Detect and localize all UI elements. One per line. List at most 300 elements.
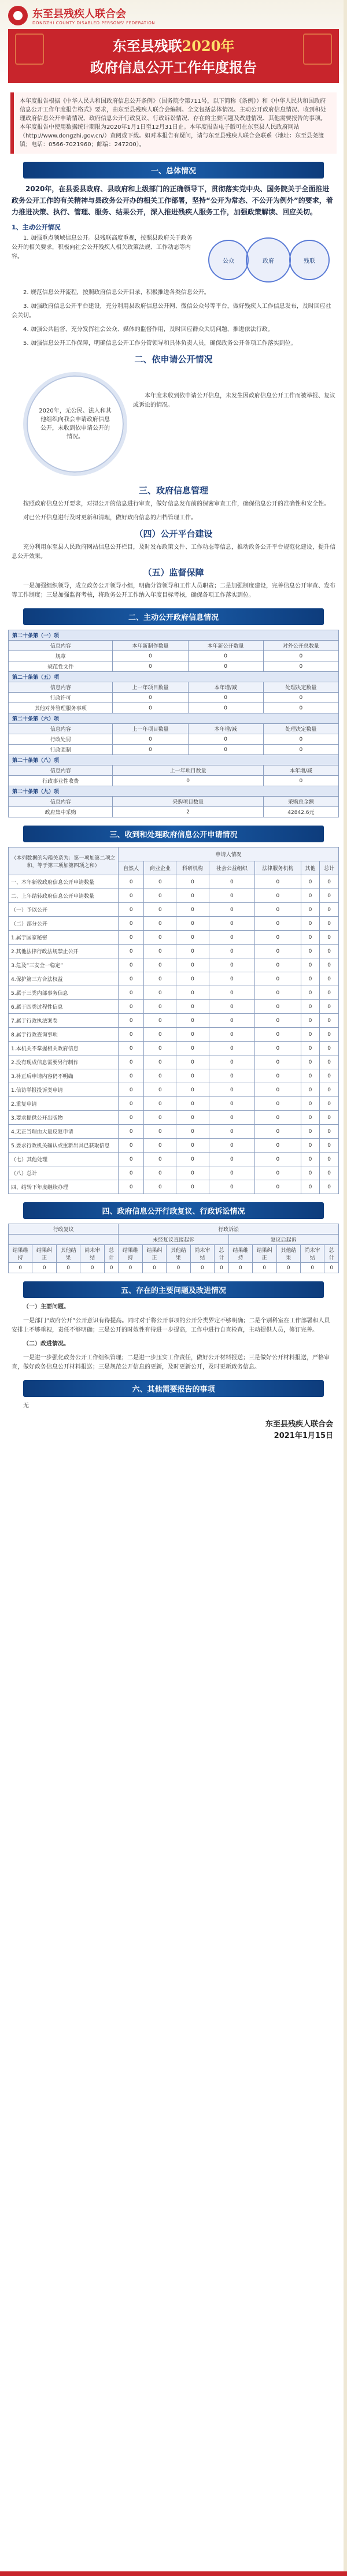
table-header-row bbox=[9, 682, 339, 693]
row-label: 4.无正当理由大量反复申请 bbox=[9, 1125, 119, 1139]
table-cell: 0 bbox=[276, 1263, 300, 1273]
table-cell: 0 bbox=[119, 1166, 144, 1180]
table-header-cell: 行政复议 bbox=[9, 1224, 119, 1235]
table-cell: 0 bbox=[119, 1153, 144, 1166]
table-cell: 0 bbox=[176, 1083, 209, 1097]
table-cell: 0 bbox=[176, 1180, 209, 1194]
footer-bar bbox=[0, 2571, 347, 2576]
table-cell: 0 bbox=[320, 889, 339, 903]
table-cell: 0 bbox=[209, 958, 255, 972]
table-cell: 0 bbox=[320, 875, 339, 889]
table-cell: 0 bbox=[119, 986, 144, 1000]
hero-title-line2: 政府信息公开工作年度报告 bbox=[90, 59, 257, 76]
table-header-row bbox=[9, 1235, 339, 1245]
table-cell: 0 bbox=[209, 1014, 255, 1028]
table-cell: 行政事业性收费 bbox=[9, 776, 113, 786]
table-cell: 0 bbox=[209, 889, 255, 903]
table-row bbox=[9, 1263, 339, 1273]
table-row bbox=[9, 1000, 339, 1014]
table-cell: 0 bbox=[144, 1180, 176, 1194]
table-cell: 0 bbox=[113, 661, 188, 672]
table-cell: 0 bbox=[320, 958, 339, 972]
table-cell: 其他对外管理服务事项 bbox=[9, 703, 113, 713]
table-cell: 0 bbox=[255, 931, 301, 945]
table-cell: 0 bbox=[167, 1263, 190, 1273]
table-row bbox=[9, 776, 339, 786]
table-header-cell: 上一年项目数量 bbox=[113, 724, 188, 734]
table-row bbox=[9, 972, 339, 986]
table-row bbox=[9, 1166, 339, 1180]
table-cell: 0 bbox=[255, 1055, 301, 1069]
table-row bbox=[9, 1083, 339, 1097]
hero-banner bbox=[8, 29, 339, 83]
table-cell: 0 bbox=[255, 1028, 301, 1042]
table-header-cell: 结果纠正 bbox=[142, 1245, 166, 1263]
table-cell: 0 bbox=[255, 1083, 301, 1097]
overview-p5: 5. 加强信息公开工作保障，明确信息公开工作分管领导和具体负责人员，确保政务公开各项工作落实到位。 bbox=[23, 340, 297, 347]
table-row bbox=[9, 651, 339, 661]
table-cell: 0 bbox=[119, 889, 144, 903]
table-cell: 0 bbox=[188, 693, 263, 703]
table-cell: 0 bbox=[263, 776, 338, 786]
table-cell: 0 bbox=[176, 958, 209, 972]
row-label: （七）其他处理 bbox=[9, 1153, 119, 1166]
table-cell: 0 bbox=[228, 1263, 252, 1273]
table-cell: 0 bbox=[320, 1055, 339, 1069]
application-row bbox=[12, 369, 335, 479]
table-cell: 0 bbox=[320, 1042, 339, 1055]
table-cell: 2 bbox=[113, 807, 263, 817]
table-cell: 0 bbox=[209, 931, 255, 945]
table-cell: 0 bbox=[144, 1000, 176, 1014]
table-header-cell: 申请人情况 bbox=[119, 847, 339, 861]
row-label: 1.本机关不掌握相关政府信息 bbox=[9, 1042, 119, 1055]
table-cell: 0 bbox=[176, 1166, 209, 1180]
table-cell: 0 bbox=[119, 1000, 144, 1014]
application-heading: 二、依申请公开情况 bbox=[134, 354, 213, 365]
table-cell: 0 bbox=[301, 1125, 320, 1139]
row-label: 一、本年新收政府信息公开申请数量 bbox=[9, 875, 119, 889]
table-cell: 0 bbox=[144, 1097, 176, 1111]
table-header-row bbox=[9, 797, 339, 807]
table-header-row bbox=[9, 641, 339, 651]
row-label: 3.危及“三安全一稳定” bbox=[9, 958, 119, 972]
table-header-cell: 尚未审结 bbox=[300, 1245, 324, 1263]
table-header-cell: 总计 bbox=[215, 1245, 228, 1263]
active-table-1 bbox=[8, 630, 339, 817]
table-cell: 0 bbox=[176, 945, 209, 958]
table-cell: 0 bbox=[255, 1166, 301, 1180]
table-cell: 行政强制 bbox=[9, 745, 113, 755]
table-cell: 0 bbox=[301, 1014, 320, 1028]
table-header-cell: 信息内容 bbox=[9, 765, 113, 776]
table-row bbox=[9, 945, 339, 958]
table-cell: 0 bbox=[119, 1097, 144, 1111]
table-row bbox=[9, 917, 339, 931]
brand-name: 东至县残疾人联合会 bbox=[32, 8, 126, 20]
hero-year: 2020年 bbox=[182, 38, 235, 54]
brand bbox=[8, 6, 339, 25]
table-cell: 0 bbox=[144, 1153, 176, 1166]
row-label: 2.其他法律行政法规禁止公开 bbox=[9, 945, 119, 958]
table-cell: 0 bbox=[255, 1069, 301, 1083]
row-label: 1.属于国家秘密 bbox=[9, 931, 119, 945]
table-cell: 0 bbox=[209, 1097, 255, 1111]
table-cell: 0 bbox=[320, 986, 339, 1000]
table-cell: 0 bbox=[119, 1083, 144, 1097]
table-header-row bbox=[9, 765, 339, 776]
table-cell: 0 bbox=[176, 903, 209, 917]
problems-text-2: 一是进一步强化政务公开工作组织管理；二是进一步压实工作责任，做好公开材料报送；三是做好公开材料报送，严格审查，做好政务信息公开材料报送；三是规范公开信息的更新，及时更新公开，及时更新政务信息。 bbox=[12, 1355, 330, 1370]
section-review-title: 四、政府信息公开行政复议、行政诉讼情况 bbox=[23, 1202, 324, 1219]
table-cell: 0 bbox=[209, 1055, 255, 1069]
venn-circle-federation: 残联 bbox=[289, 240, 330, 280]
table-header-cell: 处理决定数量 bbox=[263, 724, 338, 734]
row-label: 3.要求提供公开出版物 bbox=[9, 1111, 119, 1125]
table-caption: 第二十条第（六）项 bbox=[9, 713, 339, 724]
row-label: 2.重复申请 bbox=[9, 1097, 119, 1111]
table-header-row bbox=[9, 1245, 339, 1263]
table-row bbox=[9, 1069, 339, 1083]
section-application-title: 三、收到和处理政府信息公开申请情况 bbox=[23, 826, 324, 842]
table-cell: 0 bbox=[255, 1125, 301, 1139]
table-cell: 0 bbox=[144, 1028, 176, 1042]
table-header-cell: 其他 bbox=[301, 861, 320, 875]
table-header-cell: 本年新公开数量 bbox=[188, 641, 263, 651]
brand-english-name: DONGZHI COUNTY DISABLED PERSONS' FEDERATION bbox=[32, 21, 156, 25]
table-cell: 行政处罚 bbox=[9, 734, 113, 745]
table-header-cell: 其他结果 bbox=[56, 1245, 80, 1263]
table-cell: 0 bbox=[301, 1028, 320, 1042]
table-cell: 0 bbox=[320, 1083, 339, 1097]
table-cell: 0 bbox=[176, 889, 209, 903]
platform-text: 充分利用东至县人民政府网站信息公开栏目，及时发布政策文件、工作动态等信息，推动政务公开平台规范化建设，提升信息公开效果。 bbox=[12, 544, 335, 560]
table-header-cell: 信息内容 bbox=[9, 641, 113, 651]
review-table bbox=[8, 1224, 339, 1273]
table-row bbox=[9, 1139, 339, 1153]
table-cell: 0 bbox=[188, 703, 263, 713]
table-cell: 0 bbox=[104, 1263, 118, 1273]
table-header-cell: 对外公开总数量 bbox=[263, 641, 338, 651]
row-label: 4.保护第三方合法权益 bbox=[9, 972, 119, 986]
table-cell: 0 bbox=[255, 1180, 301, 1194]
table-cell: 0 bbox=[119, 972, 144, 986]
table-row bbox=[9, 1055, 339, 1069]
table-cell: 0 bbox=[320, 1166, 339, 1180]
table-row bbox=[9, 958, 339, 972]
table-cell: 0 bbox=[301, 945, 320, 958]
mgmt-p1: 按照政府信息公开要求，对拟公开的信息进行审查，做好信息发布前的保密审查工作，确保信息公开的准确性和安全性。 bbox=[23, 501, 330, 507]
table-row bbox=[9, 693, 339, 703]
table-cell: 0 bbox=[176, 1153, 209, 1166]
table-cell: 0 bbox=[176, 986, 209, 1000]
table-cell: 0 bbox=[119, 1042, 144, 1055]
disability-federation-logo-icon bbox=[8, 6, 28, 25]
row-label: （八）总计 bbox=[9, 1166, 119, 1180]
table-cell: 0 bbox=[320, 1153, 339, 1166]
table-cell: 0 bbox=[144, 1069, 176, 1083]
table-cell: 0 bbox=[209, 875, 255, 889]
table-header-cell: 本年增/减 bbox=[188, 682, 263, 693]
table-cell: 0 bbox=[263, 651, 338, 661]
problems-heading-1: （一）主要问题。 bbox=[23, 1304, 69, 1310]
table-cell: 0 bbox=[209, 1139, 255, 1153]
table-header-cell: 科研机构 bbox=[176, 861, 209, 875]
overview-p4: 4. 加强公共监督，充分发挥社会公众、媒体的监督作用，及时回应群众关切问题，推进依法行政。 bbox=[23, 326, 274, 333]
table-row bbox=[9, 1153, 339, 1166]
relationship-diagram bbox=[202, 234, 335, 284]
table-cell: 0 bbox=[255, 875, 301, 889]
application-table bbox=[8, 847, 339, 1194]
table-cell: 0 bbox=[209, 1028, 255, 1042]
table-cell: 行政许可 bbox=[9, 693, 113, 703]
table-caption: 第二十条第（一）项 bbox=[9, 630, 339, 641]
table-cell: 0 bbox=[119, 1069, 144, 1083]
table-cell: 0 bbox=[144, 903, 176, 917]
table-cell: 0 bbox=[80, 1263, 104, 1273]
table-header-cell: 尚未审结 bbox=[80, 1245, 104, 1263]
table-cell: 0 bbox=[119, 1125, 144, 1139]
table-cell: 0 bbox=[113, 693, 188, 703]
table-header-cell: 采购项目数量 bbox=[113, 797, 263, 807]
overview-p1: 1. 加强重点领域信息公开。县残联高度重视，按照县政府关于政务公开的相关要求，积极向社会公开残疾人相关政策法规、工作动态等内容。 bbox=[12, 235, 193, 260]
table-header-cell: 商业企业 bbox=[144, 861, 176, 875]
table-cell: 0 bbox=[119, 931, 144, 945]
table-cell: 0 bbox=[176, 917, 209, 931]
table-header-cell: 采购总金额 bbox=[263, 797, 338, 807]
table-cell: 0 bbox=[144, 1042, 176, 1055]
mgmt-p2: 对已公开信息进行及时更新和清理，做好政府信息的归档管理工作。 bbox=[23, 515, 197, 521]
table-header-cell: 总计 bbox=[324, 1245, 339, 1263]
row-label: （二）部分公开 bbox=[9, 917, 119, 931]
table-cell: 0 bbox=[113, 745, 188, 755]
table-cell: 0 bbox=[119, 1055, 144, 1069]
table-cell: 0 bbox=[209, 1125, 255, 1139]
table-cell: 0 bbox=[301, 1000, 320, 1014]
table-header-cell: 本年新制作数量 bbox=[113, 641, 188, 651]
table-cell: 0 bbox=[144, 917, 176, 931]
header bbox=[0, 0, 347, 87]
table-cell: 0 bbox=[301, 1139, 320, 1153]
table-cell: 0 bbox=[209, 972, 255, 986]
table-cell: 0 bbox=[176, 1139, 209, 1153]
table-header-cell: 社会公益组织 bbox=[209, 861, 255, 875]
table-cell: 0 bbox=[142, 1263, 166, 1273]
row-label: （一）予以公开 bbox=[9, 903, 119, 917]
table-cell: 0 bbox=[255, 945, 301, 958]
other-text: 无 bbox=[23, 1403, 29, 1409]
table-cell: 0 bbox=[176, 1042, 209, 1055]
table-cell: 0 bbox=[176, 875, 209, 889]
table-row bbox=[9, 661, 339, 672]
table-cell: 0 bbox=[320, 972, 339, 986]
table-cell: 0 bbox=[255, 1139, 301, 1153]
table-cell: 0 bbox=[255, 1153, 301, 1166]
table-header-cell: 其他结果 bbox=[167, 1245, 190, 1263]
left-ornament-icon bbox=[15, 34, 44, 65]
table-cell: 0 bbox=[119, 903, 144, 917]
table-cell: 0 bbox=[209, 1180, 255, 1194]
table-cell: 0 bbox=[209, 1083, 255, 1097]
table-cell: 0 bbox=[209, 1042, 255, 1055]
table-cell: 0 bbox=[113, 734, 188, 745]
table-cell: 0 bbox=[320, 1014, 339, 1028]
table-cell: 0 bbox=[144, 875, 176, 889]
row-label: 四、结转下年度继续办理 bbox=[9, 1180, 119, 1194]
table-cell: 0 bbox=[119, 1014, 144, 1028]
hero-org: 东至县残联 bbox=[112, 38, 182, 54]
table-cell: 0 bbox=[144, 1083, 176, 1097]
table-row bbox=[9, 1042, 339, 1055]
table-row bbox=[9, 734, 339, 745]
table-cell: 0 bbox=[119, 917, 144, 931]
table-row bbox=[9, 903, 339, 917]
table-cell: 规范性文件 bbox=[9, 661, 113, 672]
table-cell: 0 bbox=[144, 889, 176, 903]
table-cell: 0 bbox=[190, 1263, 214, 1273]
active-disclosure-heading: 1、主动公开情况 bbox=[12, 224, 61, 231]
table-cell: 0 bbox=[301, 1153, 320, 1166]
platform-heading: （四）公开平台建设 bbox=[134, 529, 213, 539]
table-header-cell: 尚未审结 bbox=[190, 1245, 214, 1263]
table-cell: 0 bbox=[263, 661, 338, 672]
supervision-heading: （五）监督保障 bbox=[143, 567, 204, 578]
hero-title-line1 bbox=[13, 35, 334, 55]
table-header-cell bbox=[9, 1235, 119, 1245]
table-cell: 0 bbox=[255, 1111, 301, 1125]
table-cell: 0 bbox=[255, 1097, 301, 1111]
row-label: 7.属于行政执法案卷 bbox=[9, 1014, 119, 1028]
table-header-cell: 其他结果 bbox=[276, 1245, 300, 1263]
table-cell: 0 bbox=[301, 958, 320, 972]
table-cell: 0 bbox=[301, 1166, 320, 1180]
table-cell: 0 bbox=[144, 931, 176, 945]
table-cell: 0 bbox=[320, 1000, 339, 1014]
table-cell: 0 bbox=[119, 945, 144, 958]
table-cell: 0 bbox=[320, 917, 339, 931]
table-cell: 0 bbox=[144, 1055, 176, 1069]
table-cell: 0 bbox=[255, 972, 301, 986]
table-header-cell: 未经复议直接起诉 bbox=[119, 1235, 228, 1245]
table-cell: 0 bbox=[144, 945, 176, 958]
table-header-cell: 信息内容 bbox=[9, 682, 113, 693]
table-cell: 0 bbox=[176, 1097, 209, 1111]
right-ornament-icon bbox=[303, 34, 332, 65]
venn-circle-public: 公众 bbox=[208, 240, 249, 280]
table-cell: 0 bbox=[301, 1069, 320, 1083]
table-row bbox=[9, 931, 339, 945]
table-cell: 0 bbox=[209, 1153, 255, 1166]
table-cell: 0 bbox=[119, 1180, 144, 1194]
table-header-cell: 信息内容 bbox=[9, 797, 113, 807]
table-cell: 42842.6元 bbox=[263, 807, 338, 817]
table-cell: 0 bbox=[301, 1097, 320, 1111]
table-header-cell: 结果纠正 bbox=[32, 1245, 56, 1263]
table-header-cell: 本年增/减 bbox=[188, 724, 263, 734]
signature-org: 东至县残疾人联合会 bbox=[265, 1420, 333, 1429]
table-cell: 0 bbox=[176, 1069, 209, 1083]
section-problems-title: 五、存在的主要问题及改进情况 bbox=[23, 1281, 324, 1298]
table-header-cell: 信息内容 bbox=[9, 724, 113, 734]
row-label: 5.要求行政机关确认或重新出具已获取信息 bbox=[9, 1139, 119, 1153]
table-cell: 0 bbox=[119, 958, 144, 972]
table-cell: 0 bbox=[113, 651, 188, 661]
table-cell: 0 bbox=[320, 1125, 339, 1139]
table-row bbox=[9, 889, 339, 903]
intro-text: 本年度报告根据《中华人民共和国政府信息公开条例》（国务院令第711号，以下简称《条例》）和《中华人民共和国政府信息公开工作年度报告格式》要求，由东至县残疾人联合会编制。全文包括总体情况、主动公开政府信息情况、收到和处理政府信息公开申请情况、政府信息公开行政复议、行政诉讼情况、存在的主要问题及改进情况、其他需要报告的事项。本年度报告中使用数据统计期限为2020年1月1日至12月31日止。本年度报告电子版可在东至县人民政府网站（http://www.dongzhi.gov.cn/）查阅或下载。如对本报告有疑问，请与东至县残疾人联合会联系（地址：东至县尧渡镇；电话：0566-7021960；邮编：247200）。 bbox=[10, 92, 337, 154]
table-cell: 0 bbox=[113, 776, 263, 786]
table-cell: 0 bbox=[301, 1083, 320, 1097]
table-cell: 0 bbox=[209, 1166, 255, 1180]
table-header-row bbox=[9, 724, 339, 734]
table-cell: 0 bbox=[301, 972, 320, 986]
table-row bbox=[9, 986, 339, 1000]
venn-circle-government: 政府 bbox=[246, 237, 291, 282]
table-cell: 0 bbox=[144, 1139, 176, 1153]
table-cell: 0 bbox=[56, 1263, 80, 1273]
table-row bbox=[9, 807, 339, 817]
table-row bbox=[9, 703, 339, 713]
table-header-cell: （本列数据的勾稽关系为：第一项加第二项之和，等于第三项加第四项之和） bbox=[9, 847, 119, 875]
table-cell: 0 bbox=[301, 1042, 320, 1055]
table-header-row bbox=[9, 847, 339, 861]
table-cell: 0 bbox=[263, 693, 338, 703]
table-cell: 0 bbox=[144, 1125, 176, 1139]
table-cell: 0 bbox=[113, 703, 188, 713]
table-cell: 0 bbox=[320, 903, 339, 917]
row-label: 6.属于四类过程性信息 bbox=[9, 1000, 119, 1014]
table-cell: 0 bbox=[301, 917, 320, 931]
table-cell: 0 bbox=[263, 734, 338, 745]
table-header-cell: 自然人 bbox=[119, 861, 144, 875]
table-cell: 0 bbox=[176, 931, 209, 945]
table-header-cell: 本年增/减 bbox=[263, 765, 338, 776]
table-header-cell: 处理决定数量 bbox=[263, 682, 338, 693]
table-cell: 0 bbox=[301, 875, 320, 889]
table-row bbox=[9, 1125, 339, 1139]
table-header-cell: 行政诉讼 bbox=[119, 1224, 339, 1235]
row-label: 3.补正后申请内容仍不明确 bbox=[9, 1069, 119, 1083]
table-cell: 0 bbox=[320, 1180, 339, 1194]
table-cell: 0 bbox=[255, 1000, 301, 1014]
table-cell: 0 bbox=[209, 917, 255, 931]
review-table-wrap bbox=[8, 1224, 339, 1273]
side-decoration bbox=[344, 0, 347, 2576]
table-cell: 0 bbox=[209, 986, 255, 1000]
table-header-row bbox=[9, 1224, 339, 1235]
table-cell: 规章 bbox=[9, 651, 113, 661]
table-row bbox=[9, 1097, 339, 1111]
table-cell: 0 bbox=[255, 889, 301, 903]
table-header-cell: 复议后起诉 bbox=[228, 1235, 338, 1245]
table-cell: 0 bbox=[119, 1028, 144, 1042]
overview-lead: 2020年，在县委县政府、县政府和上级部门的正确领导下，贯彻落实党中央、国务院关于全面推进政务公开工作的有关精神与县政务公开办的相关工作部署，坚持“公开为常态、不公开为例外”的要求，着力推进决策、执行、管理、服务、结果公开，深入推进残疾人服务工作，加强政策解读、回应关切。 bbox=[12, 185, 333, 216]
table-cell: 0 bbox=[9, 1263, 32, 1273]
table-cell: 0 bbox=[263, 703, 338, 713]
table-cell: 0 bbox=[119, 875, 144, 889]
table-header-cell: 总计 bbox=[104, 1245, 118, 1263]
table-cell: 0 bbox=[255, 903, 301, 917]
table-cell: 0 bbox=[176, 1111, 209, 1125]
table-cell: 0 bbox=[300, 1263, 324, 1273]
table-cell: 0 bbox=[320, 931, 339, 945]
table-cell: 0 bbox=[255, 1014, 301, 1028]
table-caption: 第二十条第（八）项 bbox=[9, 755, 339, 765]
table-cell: 0 bbox=[176, 1125, 209, 1139]
table-cell: 0 bbox=[209, 1069, 255, 1083]
section-overview-title: 一、总体情况 bbox=[23, 162, 324, 179]
table-cell: 0 bbox=[209, 903, 255, 917]
